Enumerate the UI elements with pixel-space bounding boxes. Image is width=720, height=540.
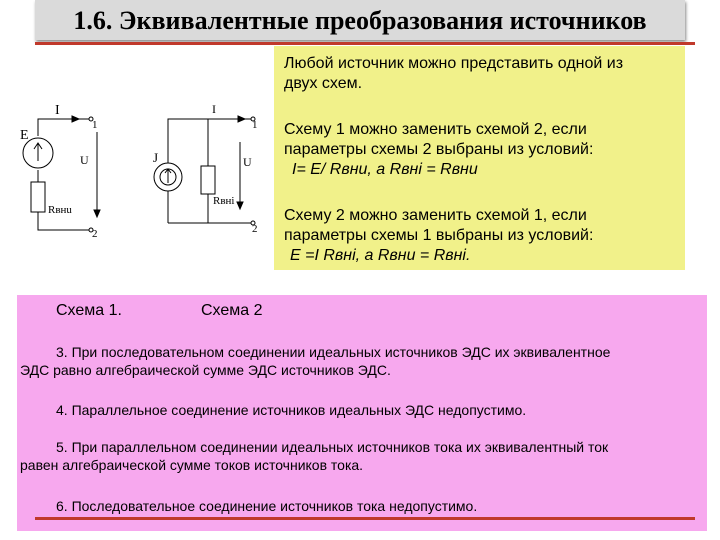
rule2-formula: E =I Rвнi, а Rвнu = Rвнi. — [290, 247, 471, 264]
scheme2-source-label: J — [153, 150, 159, 165]
scheme2-circuit — [154, 116, 255, 225]
bottom-rule — [35, 517, 695, 520]
scheme1-voltage-label: U — [80, 153, 89, 167]
rule1-line-2: параметры схемы 2 выбраны из условий: — [284, 141, 594, 158]
intro-line-2: двух схем. — [284, 75, 363, 92]
scheme2-node2-label: 2 — [252, 223, 258, 235]
scheme1-caption: Схема 1. — [56, 302, 122, 319]
rule2-line-2: параметры схемы 1 выбраны из условий: — [284, 227, 594, 244]
rule1-formula: I= E/ Rвнu, а Rвнi = Rвнu — [292, 161, 478, 178]
title-underline — [35, 42, 695, 45]
point-5-line-1: 5. При параллельном соединении идеальных источников тока их эквивалентный ток — [56, 439, 609, 455]
scheme1-current-label: I — [55, 103, 60, 118]
scheme1-node1-label: 1 — [92, 119, 98, 131]
point-5-line-2: равен алгебраической сумме токов источников тока. — [20, 457, 364, 473]
point-3-line-1: 3. При последовательном соединении идеальных источников ЭДС их эквивалентное — [56, 344, 611, 360]
scheme1-emf-label: E — [20, 128, 29, 143]
scheme2-caption: Схема 2 — [201, 302, 263, 319]
point-4: 4. Параллельное соединение источников идеальных ЭДС недопустимо. — [56, 402, 527, 418]
scheme2-node1-label: 1 — [252, 119, 258, 131]
page-title: 1.6. Эквивалентные преобразования источников — [73, 6, 647, 35]
point-6: 6. Последовательное соединение источников тока недопустимо. — [56, 498, 478, 514]
scheme2-resistor-label: Rвнi — [213, 195, 235, 207]
circuit-diagrams — [0, 46, 280, 296]
scheme1-node2-label: 2 — [92, 228, 98, 240]
rule2-line-1: Схему 2 можно заменить схемой 1, если — [284, 207, 587, 224]
intro-line-1: Любой источник можно представить одной из — [284, 55, 624, 72]
scheme1-resistor-label: Rвнu — [48, 204, 72, 216]
scheme2-voltage-label: U — [243, 155, 252, 169]
point-3-line-2: ЭДС равно алгебраической сумме ЭДС источников ЭДС. — [20, 362, 391, 378]
scheme2-current-label: I — [212, 102, 216, 116]
rule1-line-1: Схему 1 можно заменить схемой 2, если — [284, 121, 587, 138]
title-bar — [35, 0, 685, 40]
